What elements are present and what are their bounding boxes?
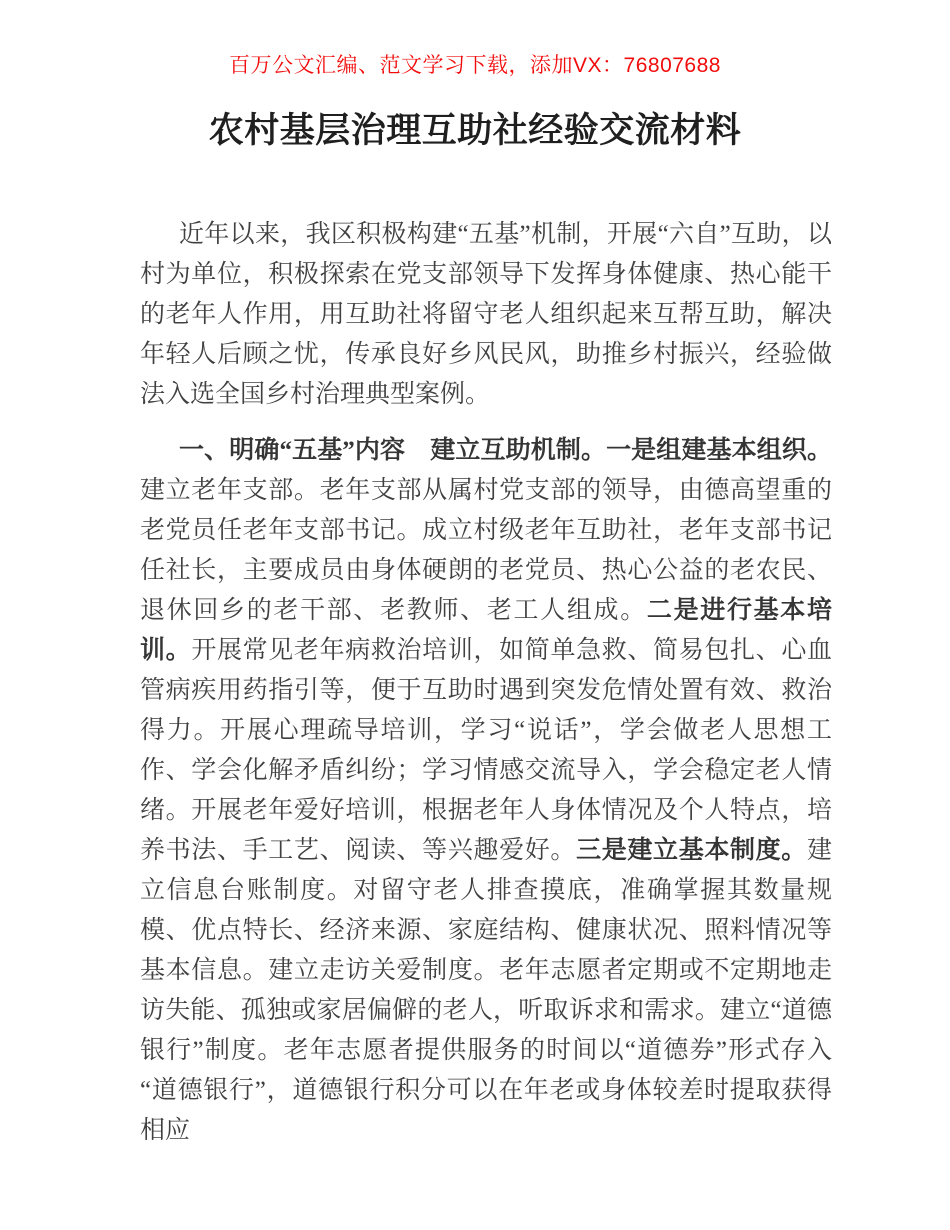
text-run: 建立老年支部。老年支部从属村党支部的领导，由德高望重的老党员任老年支部书记。成立村级老年互助社，老年支部书记任社长，主要成员由身体硬朗的老党员、热心公益的老农民、退休回乡的老干部、老教师、老工人组成。 xyxy=(140,477,832,624)
text-run: 近年以来，我区积极构建“五基”机制，开展“六自”互助，以村为单位，积极探索在党支部领导下发挥身体健康、热心能干的老年人作用，用互助社将留守老人组织起来互帮互助，解决年轻人后顾之忧，传承良好乡风民风，助推乡村振兴，经验做法入选全国乡村治理典型案例。 xyxy=(140,221,832,408)
bold-heading-run: 一、明确“五基”内容 建立互助机制。一是组建基本组织。 xyxy=(179,437,832,464)
bold-heading-run: 二是进行基本培训。 xyxy=(140,597,832,664)
bold-heading-run: 三是建立基本制度。 xyxy=(576,837,807,864)
paragraph-section-one xyxy=(140,431,832,1151)
text-run: 建立信息台账制度。对留守老人排查摸底，准确掌握其数量规模、优点特长、经济来源、家庭结构、健康状况、照料情况等基本信息。建立走访关爱制度。老年志愿者定期或不定期地走访失能、孤独或家居偏僻的老人，听取诉求和需求。建立“道德银行”制度。老年志愿者提供服务的时间以“道德券”形式存入“道德银行”，道德银行积分可以在年老或身体较差时提取获得相应 xyxy=(140,837,832,1144)
text-run: 开展常见老年病救治培训，如简单急救、简易包扎、心血管病疾用药指引等，便于互助时遇到突发危情处置有效、救治得力。开展心理疏导培训，学习“说话”，学会做老人思想工作、学会化解矛盾纠纷；学习情感交流导入，学会稳定老人情绪。开展老年爱好培训，根据老年人身体情况及个人特点，培养书法、手工艺、阅读、等兴趣爱好。 xyxy=(140,637,832,864)
promo-header-note: 百万公文汇编、范文学习下载，添加VX：76807688 xyxy=(229,54,721,77)
document-body xyxy=(0,215,950,1151)
page-title: 农村基层治理互助社经验交流材料 xyxy=(208,111,742,150)
paragraph-intro xyxy=(140,215,832,415)
